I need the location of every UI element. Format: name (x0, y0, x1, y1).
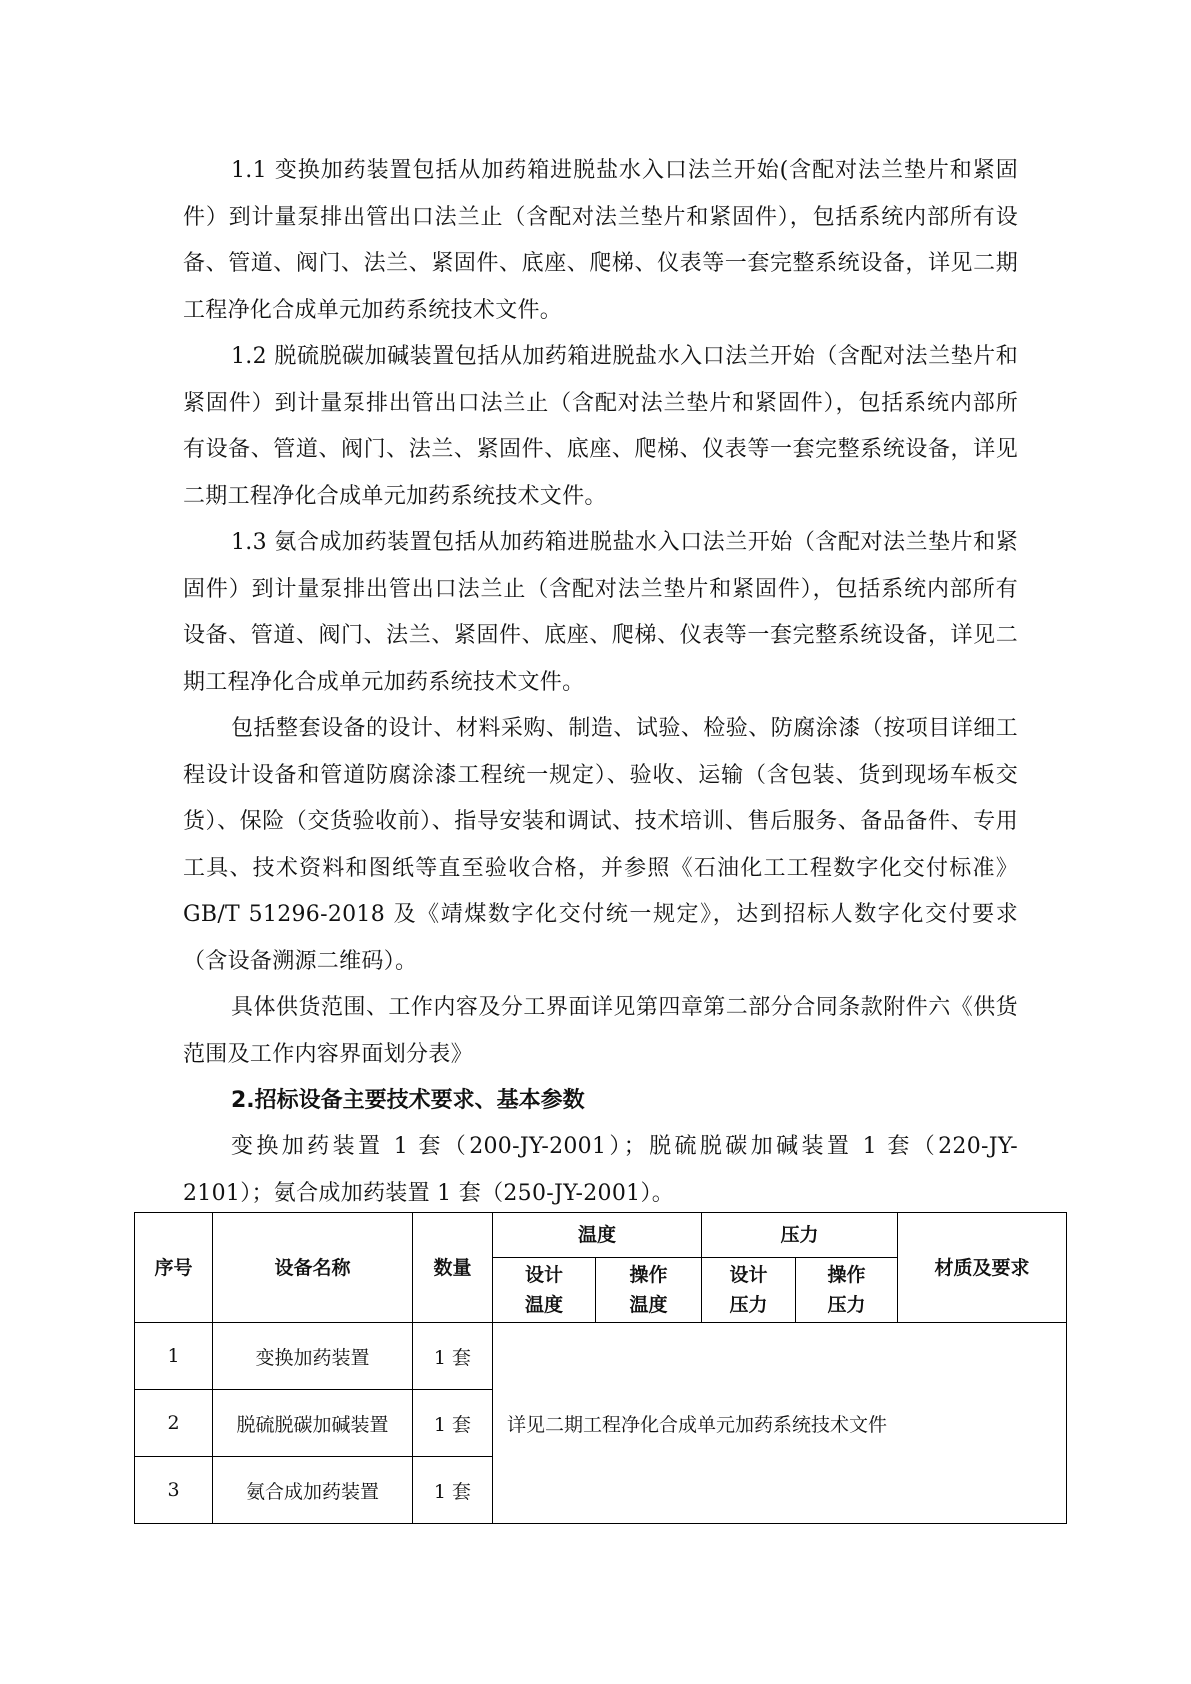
header-op-pressure: 操作 压力 (796, 1258, 898, 1323)
cell-qty: 1 套 (413, 1390, 493, 1457)
header-pressure: 压力 (702, 1213, 898, 1258)
header-qty: 数量 (413, 1213, 493, 1323)
cell-seq: 1 (135, 1323, 213, 1390)
cell-merged-note: 详见二期工程净化合成单元加药系统技术文件 (493, 1323, 1067, 1524)
cell-qty: 1 套 (413, 1457, 493, 1524)
section-heading-2: 2.招标设备主要技术要求、基本参数 (231, 1088, 585, 1113)
paragraph-supply-range: 具体供货范围、工作内容及分工界面详见第四章第二部分合同条款附件六《供货范围及工作内容界面划分表》 (183, 995, 1018, 1067)
paragraph-scope: 包括整套设备的设计、材料采购、制造、试验、检验、防腐涂漆（按项目详细工程设计设备和管道防腐涂漆工程统一规定）、验收、运输（含包装、货到现场车板交货）、保险（交货验收前）、指导安装和调试、技术培训、售后服务、备品备件、专用工具、技术资料和图纸等直至验收合格，并参照《石油化工工程数字化交付标准》GB/T 51296-2018 及《靖煤数字化交付统一规定》，达到招标人数字化交付要求（含设备溯源二维码）。 (183, 716, 1018, 974)
cell-qty: 1 套 (413, 1323, 493, 1390)
header-design-temp: 设计 温度 (493, 1258, 596, 1323)
header-material: 材质及要求 (898, 1213, 1067, 1323)
header-op-temp: 操作 温度 (596, 1258, 702, 1323)
paragraph-equipment-list: 变换加药装置 1 套（200-JY-2001）；脱硫脱碳加碱装置 1 套（220-JY-2101）；氨合成加药装置 1 套（250-JY-2001）。 (183, 1134, 1018, 1206)
cell-seq: 3 (135, 1457, 213, 1524)
cell-name: 氨合成加药装置 (213, 1457, 413, 1524)
header-seq: 序号 (135, 1213, 213, 1323)
table-row (135, 1323, 1067, 1390)
cell-name: 变换加药装置 (213, 1323, 413, 1390)
paragraph-1-2: 1.2 脱硫脱碳加碱装置包括从加药箱进脱盐水入口法兰开始（含配对法兰垫片和紧固件）到计量泵排出管出口法兰止（含配对法兰垫片和紧固件），包括系统内部所有设备、管道、阀门、法兰、紧固件、底座、爬梯、仪表等一套完整系统设备，详见二期工程净化合成单元加药系统技术文件。 (183, 344, 1018, 509)
table-header-row-1 (135, 1213, 1067, 1258)
equipment-spec-table (134, 1212, 1067, 1524)
header-design-pressure: 设计 压力 (702, 1258, 796, 1323)
header-name: 设备名称 (213, 1213, 413, 1323)
header-temperature: 温度 (493, 1213, 702, 1258)
cell-seq: 2 (135, 1390, 213, 1457)
paragraph-1-3: 1.3 氨合成加药装置包括从加药箱进脱盐水入口法兰开始（含配对法兰垫片和紧固件）到计量泵排出管出口法兰止（含配对法兰垫片和紧固件），包括系统内部所有设备、管道、阀门、法兰、紧固件、底座、爬梯、仪表等一套完整系统设备，详见二期工程净化合成单元加药系统技术文件。 (183, 530, 1018, 695)
cell-name: 脱硫脱碳加碱装置 (213, 1390, 413, 1457)
document-body (183, 148, 1018, 1217)
paragraph-1-1: 1.1 变换加药装置包括从加药箱进脱盐水入口法兰开始(含配对法兰垫片和紧固件）到计量泵排出管出口法兰止（含配对法兰垫片和紧固件），包括系统内部所有设备、管道、阀门、法兰、紧固件、底座、爬梯、仪表等一套完整系统设备，详见二期工程净化合成单元加药系统技术文件。 (183, 158, 1018, 323)
